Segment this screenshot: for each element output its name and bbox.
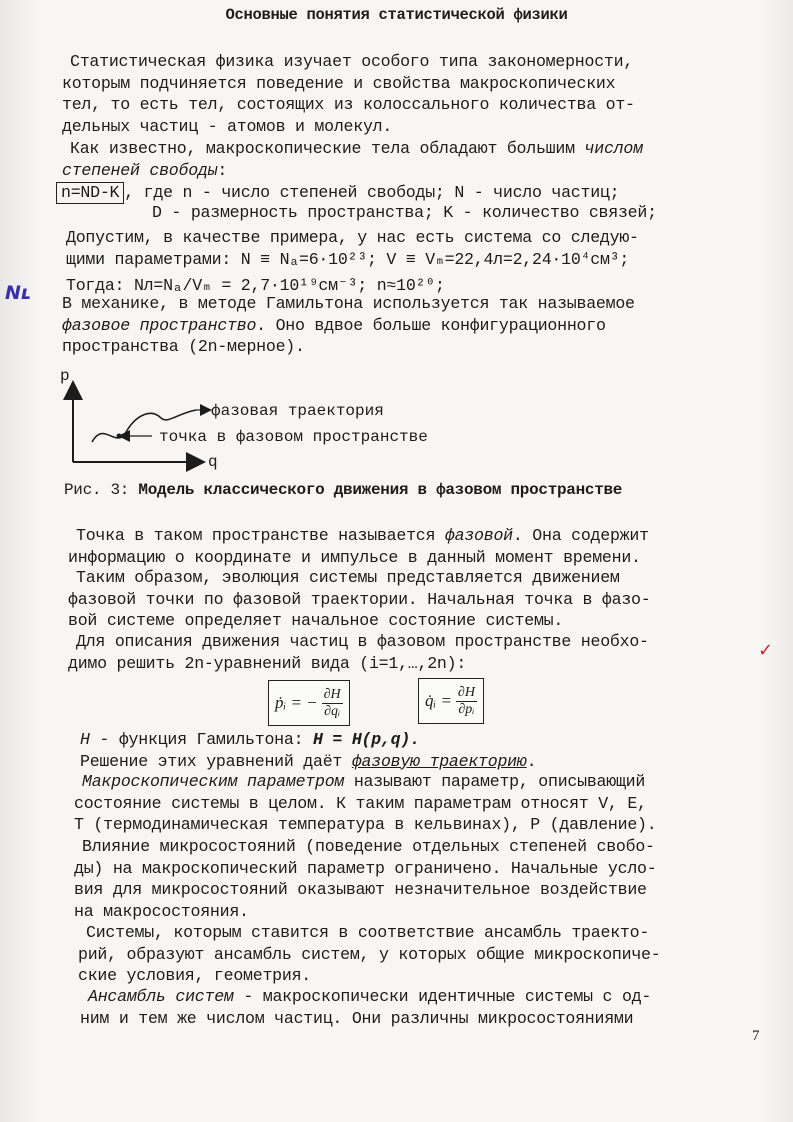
text-line: Допустим, в качестве примера, у нас есть система со следую-: [66, 228, 639, 247]
text-line: Тогда: Nл=Nₐ/Vₘ = 2,7·10¹⁹см⁻³; n≈10²⁰;: [66, 276, 445, 295]
text-line: ним и тем же числом частиц. Они различны микросостояниями: [80, 1008, 634, 1028]
trajectory-label: фазовая траектория: [211, 402, 384, 420]
text-line: n=ND-K , где n - число степеней свободы; N - число частиц;: [56, 182, 736, 204]
text-line: Влияние микросостояний (поведение отдельных степеней свобо-: [82, 837, 655, 856]
text-line: вой системе определяет начальное состояние системы.: [68, 611, 564, 630]
handwritten-margin-note: Nʟ: [5, 282, 32, 304]
text-line: фазовой точки по фазовой траектории. Начальная точка в фазо-: [68, 589, 651, 609]
point-label: точка в фазовом пространстве: [159, 428, 428, 446]
text-line: H - функция Гамильтона: H = H(p,q).: [80, 730, 420, 749]
text-line: D - размерность пространства; K - количество связей;: [152, 203, 657, 222]
text-line: Таким образом, эволюция системы представляется движением: [76, 568, 620, 587]
paragraph-ensemble: [78, 922, 758, 987]
text-line: состояние системы в целом. К таким параметрам относят V, E,: [74, 793, 647, 813]
text-line: Ансамбль систем - макроскопически идентичные системы с од-: [88, 987, 652, 1006]
figure-caption: Рис. 3: Модель классического движения в фазовом пространстве: [64, 481, 623, 499]
text-line: щими параметрами: N ≡ Nₐ=6·10²³; V ≡ Vₘ=22,4л=2,24·10⁴см³;: [66, 249, 630, 269]
text-line: ды) на макроскопический параметр ограничено. Начальные усло-: [74, 858, 657, 878]
hamilton-equation-2: q̇ᵢ = $\frac{\partial H}{\text{∂pᵢ}}$: [418, 678, 484, 724]
paragraph-example: [66, 227, 746, 297]
paragraph-evolution: [68, 567, 748, 632]
text-line: пространства (2n-мерное).: [62, 337, 305, 356]
text-line: которым подчиняется поведение и свойства макроскопических: [62, 73, 616, 93]
text-line: ские условия, геометрия.: [78, 966, 311, 985]
text-line: T (термодинамическая температура в кельвинах), P (давление).: [74, 815, 657, 834]
page-number: 7: [752, 1028, 760, 1044]
paragraph-hamiltonian: [80, 729, 760, 772]
page-title: Основные понятия статистической физики: [225, 6, 568, 24]
paragraph-mechanics: [62, 293, 742, 358]
text-line: тел, то есть тел, состоящих из колоссального количества от-: [62, 95, 635, 114]
text-line: вия для микросостояний оказывают незначительное воздействие: [74, 880, 647, 899]
handwritten-checkmark: ✓: [758, 640, 774, 661]
formula-box: n=ND-K: [56, 182, 124, 204]
text-line: Макроскопическим параметром называют параметр, описывающий: [82, 772, 646, 791]
paragraph-phase-point: [68, 525, 756, 568]
text-line: Как известно, макроскопические тела обладают большим числом: [70, 139, 643, 158]
phase-point: [117, 434, 122, 439]
text-line: Для описания движения частиц в фазовом пространстве необхо-: [76, 632, 649, 651]
text-line: степеней свободы:: [62, 160, 228, 180]
paragraph-degrees: [62, 138, 742, 181]
text-line: дельных частиц - атомов и молекул.: [62, 116, 393, 136]
hamilton-equation-1: ṗᵢ = − $\frac{\partial H}{\text{∂qᵢ}}$: [268, 680, 350, 726]
text-line: фазовое пространство. Оно вдвое больше конфигурационного: [62, 315, 606, 335]
text-line: Точка в таком пространстве называется фазовой. Она содержит: [76, 526, 649, 545]
text-line: Решение этих уравнений даёт фазовую траекторию.: [80, 751, 537, 771]
p-axis-label: p: [60, 367, 70, 385]
paragraph-macro-parameter: [74, 771, 754, 836]
text-line: димо решить 2n-уравнений вида (i=1,…,2n):: [68, 653, 467, 673]
paragraph-microstates: [74, 836, 754, 922]
phase-space-figure: [56, 360, 496, 480]
paragraph-equations-intro: [68, 631, 748, 674]
text-line: на макросостояния.: [74, 901, 249, 921]
paragraph-ensemble-definition: [80, 986, 760, 1029]
formula-section: [56, 182, 736, 224]
text-line: рий, образуют ансамбль систем, у которых общие микроскопиче-: [78, 944, 661, 964]
text-line: информацию о координате и импульсе в данный момент времени.: [68, 547, 641, 567]
text-line: Системы, которым ставится в соответствие ансамбль траекто-: [86, 923, 650, 942]
text-line: В механике, в методе Гамильтона используется так называемое: [62, 294, 635, 313]
text-line: Статистическая физика изучает особого типа закономерности,: [70, 52, 634, 71]
paragraph-intro: [62, 51, 742, 137]
q-axis-label: q: [208, 453, 218, 471]
